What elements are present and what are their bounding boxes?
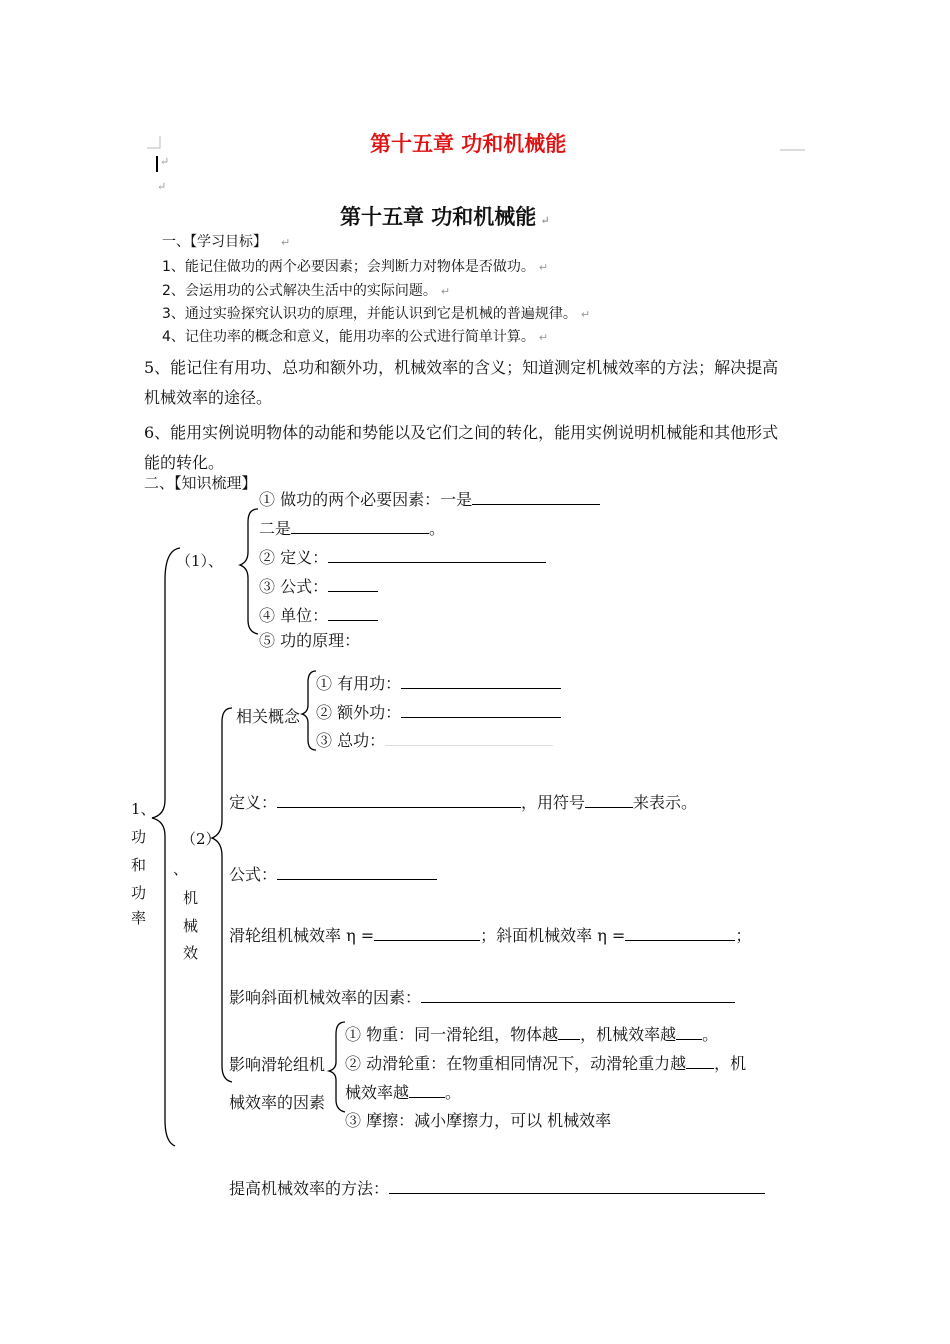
factor-text: 械效率越 (345, 1083, 410, 1102)
formula-label: 公式： (229, 865, 278, 884)
objective-text: 1、能记住做功的两个必要因素；会判断力对物体是否做功。 (162, 259, 535, 275)
related-concepts-label: 相关概念 (236, 707, 301, 726)
factor-text: ① 物重：同一滑轮组，物体越 (345, 1025, 559, 1044)
blank-line (686, 1054, 714, 1069)
part2-label-char: 机 (183, 889, 199, 907)
paragraph-mark: ↵ (540, 214, 550, 227)
objective-item (162, 280, 450, 300)
improve-label: 提高机械效率的方法： (229, 1179, 390, 1198)
part1-item3-text: ② 定义： (259, 548, 329, 567)
semicolon: ； (735, 926, 752, 945)
period: 。 (429, 519, 446, 538)
objective-6-line2: 能的转化。 (144, 453, 225, 472)
factor-pulley-weight (345, 1051, 746, 1074)
page-title-text: 第十五章 功和机械能 (340, 204, 537, 229)
text-cursor (156, 156, 158, 172)
section-heading-objectives (162, 231, 290, 251)
factor-object-weight (345, 1022, 718, 1045)
factor-text: 。 (445, 1083, 462, 1102)
section-heading-knowledge: 二、【知识梳理】 (144, 474, 257, 492)
blank-line (401, 703, 561, 718)
paragraph-mark: ↵ (538, 261, 549, 274)
blank-line (625, 926, 735, 941)
pulley-factors-label-1: 影响滑轮组机 (229, 1055, 326, 1074)
paragraph-mark: ↵ (538, 331, 549, 344)
blank-line (401, 674, 561, 689)
concept-text: ③ 总功： (316, 731, 386, 750)
incline-factors-label: 影响斜面机械效率的因素： (229, 988, 422, 1007)
part2-label-chars (183, 884, 198, 940)
objective-item (162, 326, 548, 346)
formula-row (229, 862, 437, 885)
pulley-efficiency-label: 滑轮组机械效率 η = (229, 926, 375, 945)
factor-text: ，机 (714, 1054, 747, 1073)
part1-item5 (259, 603, 378, 626)
part1-item4-text: ③ 公式： (259, 577, 329, 596)
main-label-char: 1、 (131, 800, 156, 818)
blank-line (328, 606, 378, 621)
part2-label-char-clipped (183, 942, 199, 962)
factor-pulley-weight-line2 (345, 1080, 461, 1103)
part2-label-char: 效 (183, 944, 199, 962)
blank-line (389, 1179, 765, 1194)
blank-line (585, 793, 633, 808)
objective-item (162, 256, 548, 276)
blank-line (558, 1025, 580, 1040)
main-label-char: 功 (131, 884, 147, 902)
blank-line (328, 577, 378, 592)
factor-text: ② 动滑轮重：在物重相同情况下，动滑轮重力越 (345, 1054, 687, 1073)
page-title (340, 201, 550, 231)
objective-item (162, 303, 590, 323)
blank-line (374, 926, 480, 941)
paragraph-mark: ↵ (281, 236, 291, 249)
part1-item1 (259, 487, 600, 510)
part1-item3 (259, 545, 546, 568)
concept-text: ① 有用功： (316, 674, 402, 693)
part1-item6-text: ⑤ 功的原理： (259, 631, 361, 650)
part2-label-dun: 、 (173, 860, 189, 878)
paragraph-mark: ↵ (580, 308, 591, 321)
main-label-char: 和 (131, 856, 147, 874)
main-label-char: 率 (131, 909, 147, 927)
definition-label: 定义： (229, 793, 278, 812)
document-title-red: 第十五章 功和机械能 (370, 131, 567, 156)
main-label-char: 功 (131, 828, 147, 846)
paragraph-mark: ↵ (440, 285, 451, 298)
blank-line (328, 548, 546, 563)
part1-item6-clipped (259, 628, 361, 650)
definition-symbol-label: ，用符号 (521, 793, 586, 812)
blank-line (385, 731, 553, 746)
incline-factors-row (229, 985, 735, 1008)
improve-efficiency-row (229, 1176, 765, 1199)
concept-useful-work (316, 671, 561, 694)
objective-5-line1: 5、能记住有用功、总功和额外功，机械效率的含义；知道测定机械效率的方法；解决提高 (144, 358, 779, 377)
blank-line (277, 865, 437, 880)
objective-5-line2: 机械效率的途径。 (144, 388, 273, 407)
blank-line (277, 793, 521, 808)
concept-extra-work (316, 700, 561, 723)
definition-row (229, 790, 697, 813)
objective-text: 2、会运用功的公式解决生活中的实际问题。 (162, 283, 437, 299)
objective-6-line1: 6、能用实例说明物体的动能和势能以及它们之间的转化，能用实例说明机械能和其他形式 (144, 423, 779, 442)
blank-line (676, 1025, 702, 1040)
factor-text: ③ 摩擦：减小摩擦力，可以 机械效率 (345, 1111, 612, 1130)
blank-line (291, 519, 429, 534)
part1-item4 (259, 574, 378, 597)
objective-text: 3、通过实验探究认识功的原理，并能认识到它是机械的普遍规律。 (162, 306, 577, 322)
main-label-char-clipped (131, 907, 147, 927)
incline-efficiency-label: ；斜面机械效率 η = (480, 926, 626, 945)
factor-text: 。 (702, 1025, 719, 1044)
factor-text: ，机械效率越 (580, 1025, 677, 1044)
concept-text: ② 额外功： (316, 703, 402, 722)
definition-end: 来表示。 (633, 793, 698, 812)
main-label (131, 795, 155, 907)
blank-line (472, 490, 600, 505)
efficiency-row (229, 923, 751, 946)
objective-text: 4、记住功率的概念和意义，能用功率的公式进行简单计算。 (162, 329, 535, 345)
part1-item1-text: ① 做功的两个必要因素：一是 (259, 490, 473, 509)
part2-label-num: （2） (181, 830, 221, 848)
blank-line (421, 988, 735, 1003)
pulley-factors-label-2: 械效率的因素 (229, 1093, 326, 1112)
concept-total-work (316, 728, 553, 751)
factor-friction-clipped (345, 1108, 612, 1130)
part1-label: （1）、 (176, 552, 224, 570)
paragraph-mark: ↵ (160, 155, 170, 168)
part2-label-char: 械 (183, 917, 199, 935)
paragraph-mark: ↵ (157, 180, 167, 193)
part1-item2 (259, 516, 445, 539)
blank-line (409, 1083, 445, 1098)
section-heading-text: 一、【学习目标】 (162, 234, 267, 250)
part1-item2-text: 二是 (259, 519, 292, 538)
part1-item5-text: ④ 单位： (259, 606, 329, 625)
